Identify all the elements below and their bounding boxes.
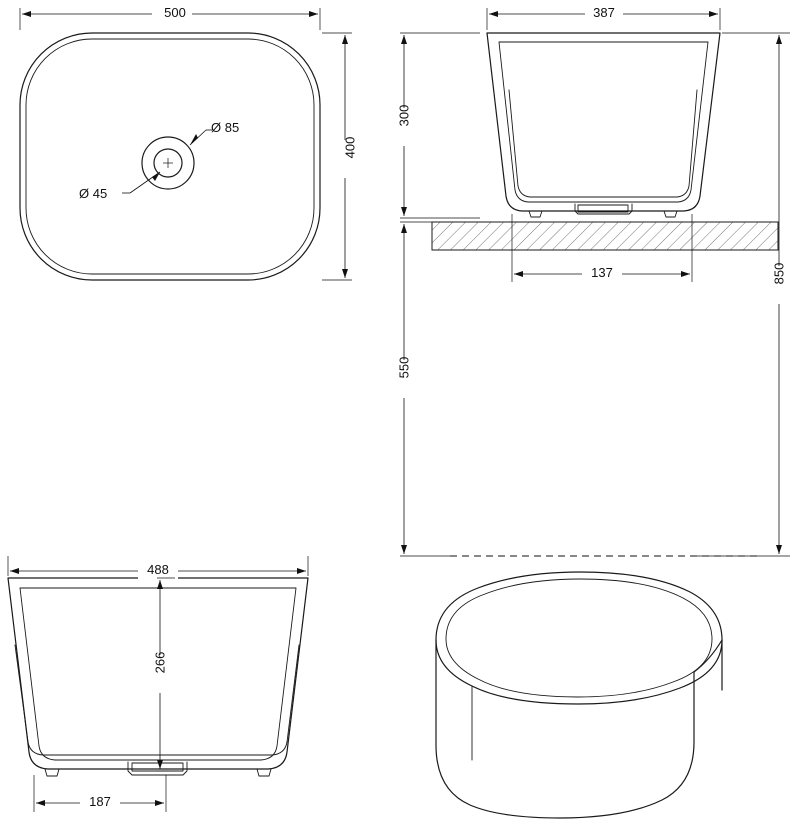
dim-label-400: 400 — [342, 136, 358, 159]
leader-d85 — [190, 130, 212, 145]
dim-label-550: 550 — [396, 356, 412, 379]
dim-label-300: 300 — [396, 104, 412, 127]
dim-label-d85: Ø 85 — [211, 120, 240, 135]
dim-label-850: 850 — [771, 262, 787, 285]
top-view-geometry — [20, 33, 320, 280]
dim-label-d45: Ø 45 — [79, 186, 108, 201]
leader-d45 — [122, 172, 160, 193]
dim-label-387: 387 — [593, 5, 615, 20]
dim-label-187: 187 — [89, 794, 111, 809]
dim-label-266: 266 — [152, 651, 168, 674]
dim-850 — [690, 33, 790, 556]
perspective-view-geometry — [436, 572, 722, 818]
dim-550 — [396, 222, 450, 556]
dim-label-137: 137 — [591, 265, 613, 280]
front-view-geometry — [432, 33, 778, 250]
dim-label-488: 488 — [147, 562, 169, 577]
dim-label-500: 500 — [164, 5, 186, 20]
